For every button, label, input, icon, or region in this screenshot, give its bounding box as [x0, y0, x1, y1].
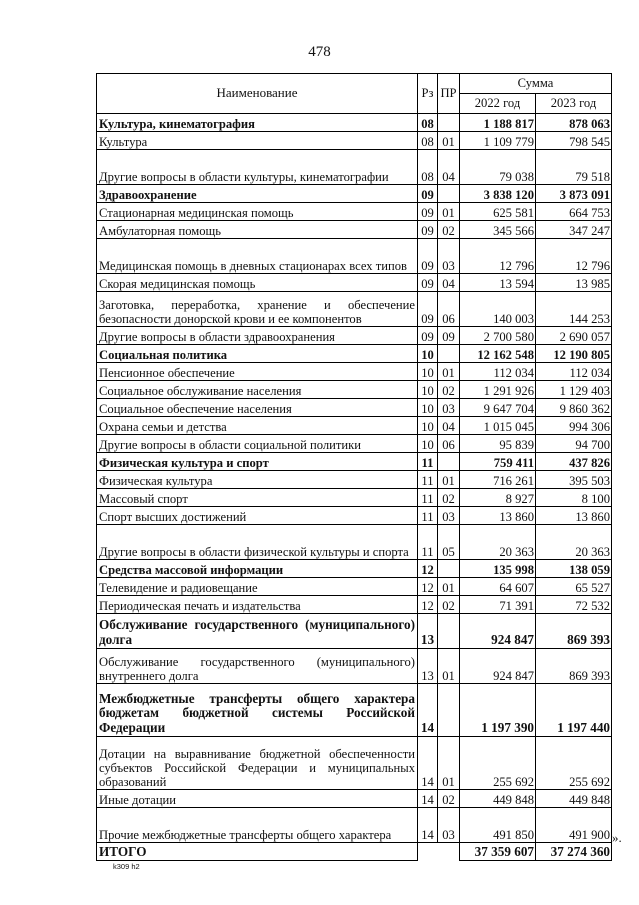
row-name: Скорая медицинская помощь: [97, 274, 418, 292]
row-value-2023: 12 796: [536, 239, 612, 274]
row-value-2022: 79 038: [460, 150, 536, 185]
row-pr: 01: [438, 649, 460, 684]
row-value-2022: 140 003: [460, 292, 536, 327]
row-value-2022: 625 581: [460, 203, 536, 221]
row-value-2023: 869 393: [536, 614, 612, 649]
row-value-2022: 924 847: [460, 649, 536, 684]
row-value-2023: 9 860 362: [536, 399, 612, 417]
row-value-2022: 1 197 390: [460, 684, 536, 737]
row-name: Прочие межбюджетные трансферты общего характера: [97, 808, 418, 843]
row-name: Другие вопросы в области физической культуры и спорта: [97, 525, 418, 560]
row-value-2023: 994 306: [536, 417, 612, 435]
total-row: [97, 843, 612, 861]
row-value-2023: 878 063: [536, 114, 612, 132]
table-row: [97, 435, 612, 453]
row-rz: 09: [418, 292, 438, 327]
row-value-2023: 144 253: [536, 292, 612, 327]
row-pr: 01: [438, 737, 460, 790]
row-pr: 02: [438, 596, 460, 614]
row-rz: 11: [418, 453, 438, 471]
table-body: [97, 114, 612, 861]
row-name: Культура, кинематография: [97, 114, 418, 132]
row-value-2023: 13 985: [536, 274, 612, 292]
row-value-2023: 1 197 440: [536, 684, 612, 737]
total-value-2022: 37 359 607: [460, 843, 536, 861]
table-row: [97, 737, 612, 790]
table-row: [97, 203, 612, 221]
header-sum: Сумма: [460, 74, 612, 94]
row-name: Социальное обслуживание населения: [97, 381, 418, 399]
table-row: [97, 596, 612, 614]
row-name: Другие вопросы в области здравоохранения: [97, 327, 418, 345]
row-name: Телевидение и радиовещание: [97, 578, 418, 596]
row-rz: 10: [418, 345, 438, 363]
row-value-2023: 1 129 403: [536, 381, 612, 399]
table-row: [97, 489, 612, 507]
row-pr: 09: [438, 327, 460, 345]
row-pr: 02: [438, 221, 460, 239]
row-value-2023: 491 900: [536, 808, 612, 843]
row-value-2023: 13 860: [536, 507, 612, 525]
row-name: Другие вопросы в области культуры, кинематографии: [97, 150, 418, 185]
row-name: Социальное обеспечение населения: [97, 399, 418, 417]
row-pr: 01: [438, 203, 460, 221]
section-row: [97, 560, 612, 578]
row-rz: 14: [418, 808, 438, 843]
row-name: Физическая культура и спорт: [97, 453, 418, 471]
row-rz: 10: [418, 381, 438, 399]
table-row: [97, 790, 612, 808]
row-value-2023: 138 059: [536, 560, 612, 578]
row-name: Заготовка, переработка, хранение и обеспечение безопасности донорской крови и ее компонентов: [97, 292, 418, 327]
row-value-2022: 924 847: [460, 614, 536, 649]
row-pr: 03: [438, 399, 460, 417]
row-value-2022: 13 860: [460, 507, 536, 525]
row-value-2023: 20 363: [536, 525, 612, 560]
row-pr: [438, 345, 460, 363]
row-pr: [438, 684, 460, 737]
row-value-2022: 345 566: [460, 221, 536, 239]
header-2022: 2022 год: [460, 94, 536, 114]
table-row: [97, 363, 612, 381]
row-name: Другие вопросы в области социальной политики: [97, 435, 418, 453]
row-name: Охрана семьи и детства: [97, 417, 418, 435]
budget-table: [96, 73, 612, 861]
row-value-2022: 1 109 779: [460, 132, 536, 150]
header-2023: 2023 год: [536, 94, 612, 114]
row-rz: 14: [418, 790, 438, 808]
row-value-2022: 1 188 817: [460, 114, 536, 132]
row-name: Обслуживание государственного (муниципального) долга: [97, 614, 418, 649]
row-pr: 01: [438, 471, 460, 489]
table-row: [97, 292, 612, 327]
row-value-2023: 79 518: [536, 150, 612, 185]
row-pr: 02: [438, 790, 460, 808]
row-name: Социальная политика: [97, 345, 418, 363]
total-empty-cell: [418, 843, 460, 861]
row-name: Иные дотации: [97, 790, 418, 808]
row-pr: 04: [438, 274, 460, 292]
footer-code: k309 h2: [113, 862, 140, 871]
row-value-2023: 437 826: [536, 453, 612, 471]
row-rz: 14: [418, 737, 438, 790]
row-pr: 01: [438, 363, 460, 381]
row-pr: 01: [438, 132, 460, 150]
row-rz: 11: [418, 507, 438, 525]
row-value-2022: 491 850: [460, 808, 536, 843]
row-value-2023: 255 692: [536, 737, 612, 790]
header-name: Наименование: [97, 74, 418, 114]
row-value-2022: 20 363: [460, 525, 536, 560]
row-value-2022: 13 594: [460, 274, 536, 292]
section-row: [97, 453, 612, 471]
section-row: [97, 185, 612, 203]
section-row: [97, 345, 612, 363]
table-row: [97, 471, 612, 489]
row-value-2023: 798 545: [536, 132, 612, 150]
row-pr: [438, 614, 460, 649]
row-pr: 03: [438, 507, 460, 525]
row-rz: 10: [418, 399, 438, 417]
row-value-2023: 347 247: [536, 221, 612, 239]
row-pr: 04: [438, 150, 460, 185]
row-value-2022: 449 848: [460, 790, 536, 808]
row-pr: 03: [438, 239, 460, 274]
row-rz: 13: [418, 614, 438, 649]
row-rz: 09: [418, 221, 438, 239]
row-rz: 09: [418, 239, 438, 274]
row-rz: 08: [418, 114, 438, 132]
table-row: [97, 417, 612, 435]
row-value-2022: 12 162 548: [460, 345, 536, 363]
table-row: [97, 327, 612, 345]
row-value-2023: 112 034: [536, 363, 612, 381]
row-value-2023: 664 753: [536, 203, 612, 221]
row-name: Стационарная медицинская помощь: [97, 203, 418, 221]
row-value-2023: 65 527: [536, 578, 612, 596]
row-value-2023: 12 190 805: [536, 345, 612, 363]
row-value-2023: 395 503: [536, 471, 612, 489]
total-suffix: ».: [612, 830, 622, 845]
row-name: Спорт высших достижений: [97, 507, 418, 525]
table-row: [97, 274, 612, 292]
row-pr: 06: [438, 292, 460, 327]
row-value-2022: 135 998: [460, 560, 536, 578]
row-value-2023: 94 700: [536, 435, 612, 453]
table-row: [97, 239, 612, 274]
total-value-2023: 37 274 360: [536, 843, 612, 861]
row-rz: 09: [418, 327, 438, 345]
row-pr: [438, 185, 460, 203]
row-pr: 01: [438, 578, 460, 596]
row-value-2022: 1 291 926: [460, 381, 536, 399]
table-row: [97, 507, 612, 525]
row-name: Культура: [97, 132, 418, 150]
row-rz: 12: [418, 596, 438, 614]
row-value-2022: 95 839: [460, 435, 536, 453]
row-pr: 05: [438, 525, 460, 560]
table-row: [97, 399, 612, 417]
row-name: Физическая культура: [97, 471, 418, 489]
table-row: [97, 578, 612, 596]
section-row: [97, 614, 612, 649]
row-value-2022: 716 261: [460, 471, 536, 489]
row-rz: 10: [418, 363, 438, 381]
row-name: Пенсионное обеспечение: [97, 363, 418, 381]
table-row: [97, 525, 612, 560]
row-rz: 12: [418, 560, 438, 578]
header-rz: Рз: [418, 74, 438, 114]
table-row: [97, 150, 612, 185]
row-rz: 09: [418, 203, 438, 221]
row-rz: 08: [418, 132, 438, 150]
row-name: Медицинская помощь в дневных стационарах всех типов: [97, 239, 418, 274]
row-value-2022: 9 647 704: [460, 399, 536, 417]
row-value-2022: 3 838 120: [460, 185, 536, 203]
row-rz: 10: [418, 435, 438, 453]
row-value-2022: 255 692: [460, 737, 536, 790]
row-rz: 10: [418, 417, 438, 435]
table-row: [97, 221, 612, 239]
row-pr: 02: [438, 381, 460, 399]
total-label: ИТОГО: [97, 843, 418, 861]
header-pr: ПР: [438, 74, 460, 114]
row-pr: 06: [438, 435, 460, 453]
row-value-2022: 71 391: [460, 596, 536, 614]
row-value-2022: 12 796: [460, 239, 536, 274]
row-rz: 08: [418, 150, 438, 185]
row-name: Межбюджетные трансферты общего характера бюджетам бюджетной системы Российской Федерации: [97, 684, 418, 737]
section-row: [97, 684, 612, 737]
row-pr: 04: [438, 417, 460, 435]
row-pr: [438, 453, 460, 471]
table-row: [97, 649, 612, 684]
row-name: Обслуживание государственного (муниципального) внутреннего долга: [97, 649, 418, 684]
row-rz: 09: [418, 274, 438, 292]
row-value-2022: 759 411: [460, 453, 536, 471]
row-rz: 11: [418, 471, 438, 489]
row-value-2022: 1 015 045: [460, 417, 536, 435]
row-value-2023: 8 100: [536, 489, 612, 507]
page-number: 478: [308, 44, 331, 60]
row-name: Средства массовой информации: [97, 560, 418, 578]
row-name: Дотации на выравнивание бюджетной обеспеченности субъектов Российской Федерации и муниципальных образований: [97, 737, 418, 790]
row-rz: 11: [418, 525, 438, 560]
row-rz: 09: [418, 185, 438, 203]
row-value-2023: 869 393: [536, 649, 612, 684]
section-row: [97, 114, 612, 132]
row-rz: 12: [418, 578, 438, 596]
row-pr: 03: [438, 808, 460, 843]
row-name: Амбулаторная помощь: [97, 221, 418, 239]
row-value-2022: 8 927: [460, 489, 536, 507]
row-value-2023: 3 873 091: [536, 185, 612, 203]
table-row: [97, 132, 612, 150]
row-name: Периодическая печать и издательства: [97, 596, 418, 614]
row-rz: 14: [418, 684, 438, 737]
row-value-2023: 72 532: [536, 596, 612, 614]
row-value-2022: 2 700 580: [460, 327, 536, 345]
row-pr: [438, 114, 460, 132]
row-rz: 13: [418, 649, 438, 684]
row-rz: 11: [418, 489, 438, 507]
row-name: Здравоохранение: [97, 185, 418, 203]
row-pr: [438, 560, 460, 578]
row-value-2023: 449 848: [536, 790, 612, 808]
row-value-2022: 112 034: [460, 363, 536, 381]
row-value-2022: 64 607: [460, 578, 536, 596]
row-pr: 02: [438, 489, 460, 507]
row-name: Массовый спорт: [97, 489, 418, 507]
table-row: [97, 808, 612, 843]
table-row: [97, 381, 612, 399]
row-value-2023: 2 690 057: [536, 327, 612, 345]
